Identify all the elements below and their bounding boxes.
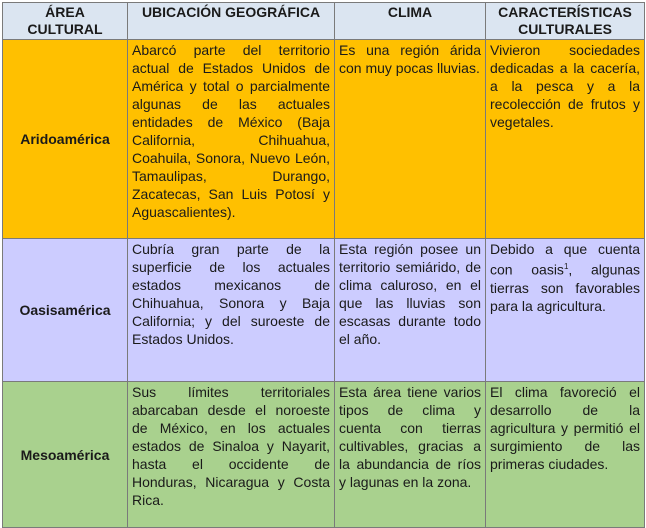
header-clima: CLIMA (335, 3, 486, 40)
header-row (3, 3, 645, 40)
caracteristicas-text-before: Debido a que cuenta con oasis (490, 241, 640, 278)
area-name: Aridoamérica (3, 40, 128, 239)
cultural-areas-table (2, 2, 645, 528)
header-caracteristicas: CARACTERÍSTICAS CULTURALES (486, 3, 645, 40)
ubicacion-cell: Abarcó parte del territorio actual de Estados Unidos de América y total o parcialmente algunas de las actuales entidades de México (Baja California, Chihuahua, Coahuila, Sonora, Nuevo León, Tamaulipas, Durango, Zacatecas, San Luis Potosí y Aguascalientes). (128, 40, 335, 239)
area-name: Oasisamérica (3, 239, 128, 382)
caracteristicas-cell: El clima favoreció el desarrollo de la agricultura y permitió el surgimiento de las primeras ciudades. (486, 382, 645, 528)
table-row-mesoamerica (3, 382, 645, 528)
area-name: Mesoamérica (3, 382, 128, 528)
clima-cell: Esta área tiene varios tipos de clima y cuenta con tierras cultivables, gracias a la abundancia de ríos y lagunas en la zona. (335, 382, 486, 528)
footnote-marker: 1 (563, 262, 569, 271)
caracteristicas-cell (486, 239, 645, 382)
ubicacion-cell: Cubría gran parte de la superficie de los actuales estados mexicanos de Chihuahua, Sonora y Baja California; y del suroeste de Estados Unidos. (128, 239, 335, 382)
header-area: ÁREA CULTURAL (3, 3, 128, 40)
ubicacion-cell: Sus límites territoriales abarcaban desde el noroeste de México, en los actuales estados de Sinaloa y Nayarit, hasta el occidente de Honduras, Nicaragua y Costa Rica. (128, 382, 335, 528)
table-row-oasisamerica (3, 239, 645, 382)
table-row-aridoamerica (3, 40, 645, 239)
clima-cell: Esta región posee un territorio semiárido, de clima caluroso, en el que las lluvias son escasas durante todo el año. (335, 239, 486, 382)
caracteristicas-cell: Vivieron sociedades dedicadas a la cacería, a la pesca y a la recolección de frutos y vegetales. (486, 40, 645, 239)
clima-cell: Es una región árida con muy pocas lluvias. (335, 40, 486, 239)
caracteristicas-text-after: , algunas tierras son favorables para la agricultura. (490, 261, 640, 314)
header-ubicacion: UBICACIÓN GEOGRÁFICA (128, 3, 335, 40)
